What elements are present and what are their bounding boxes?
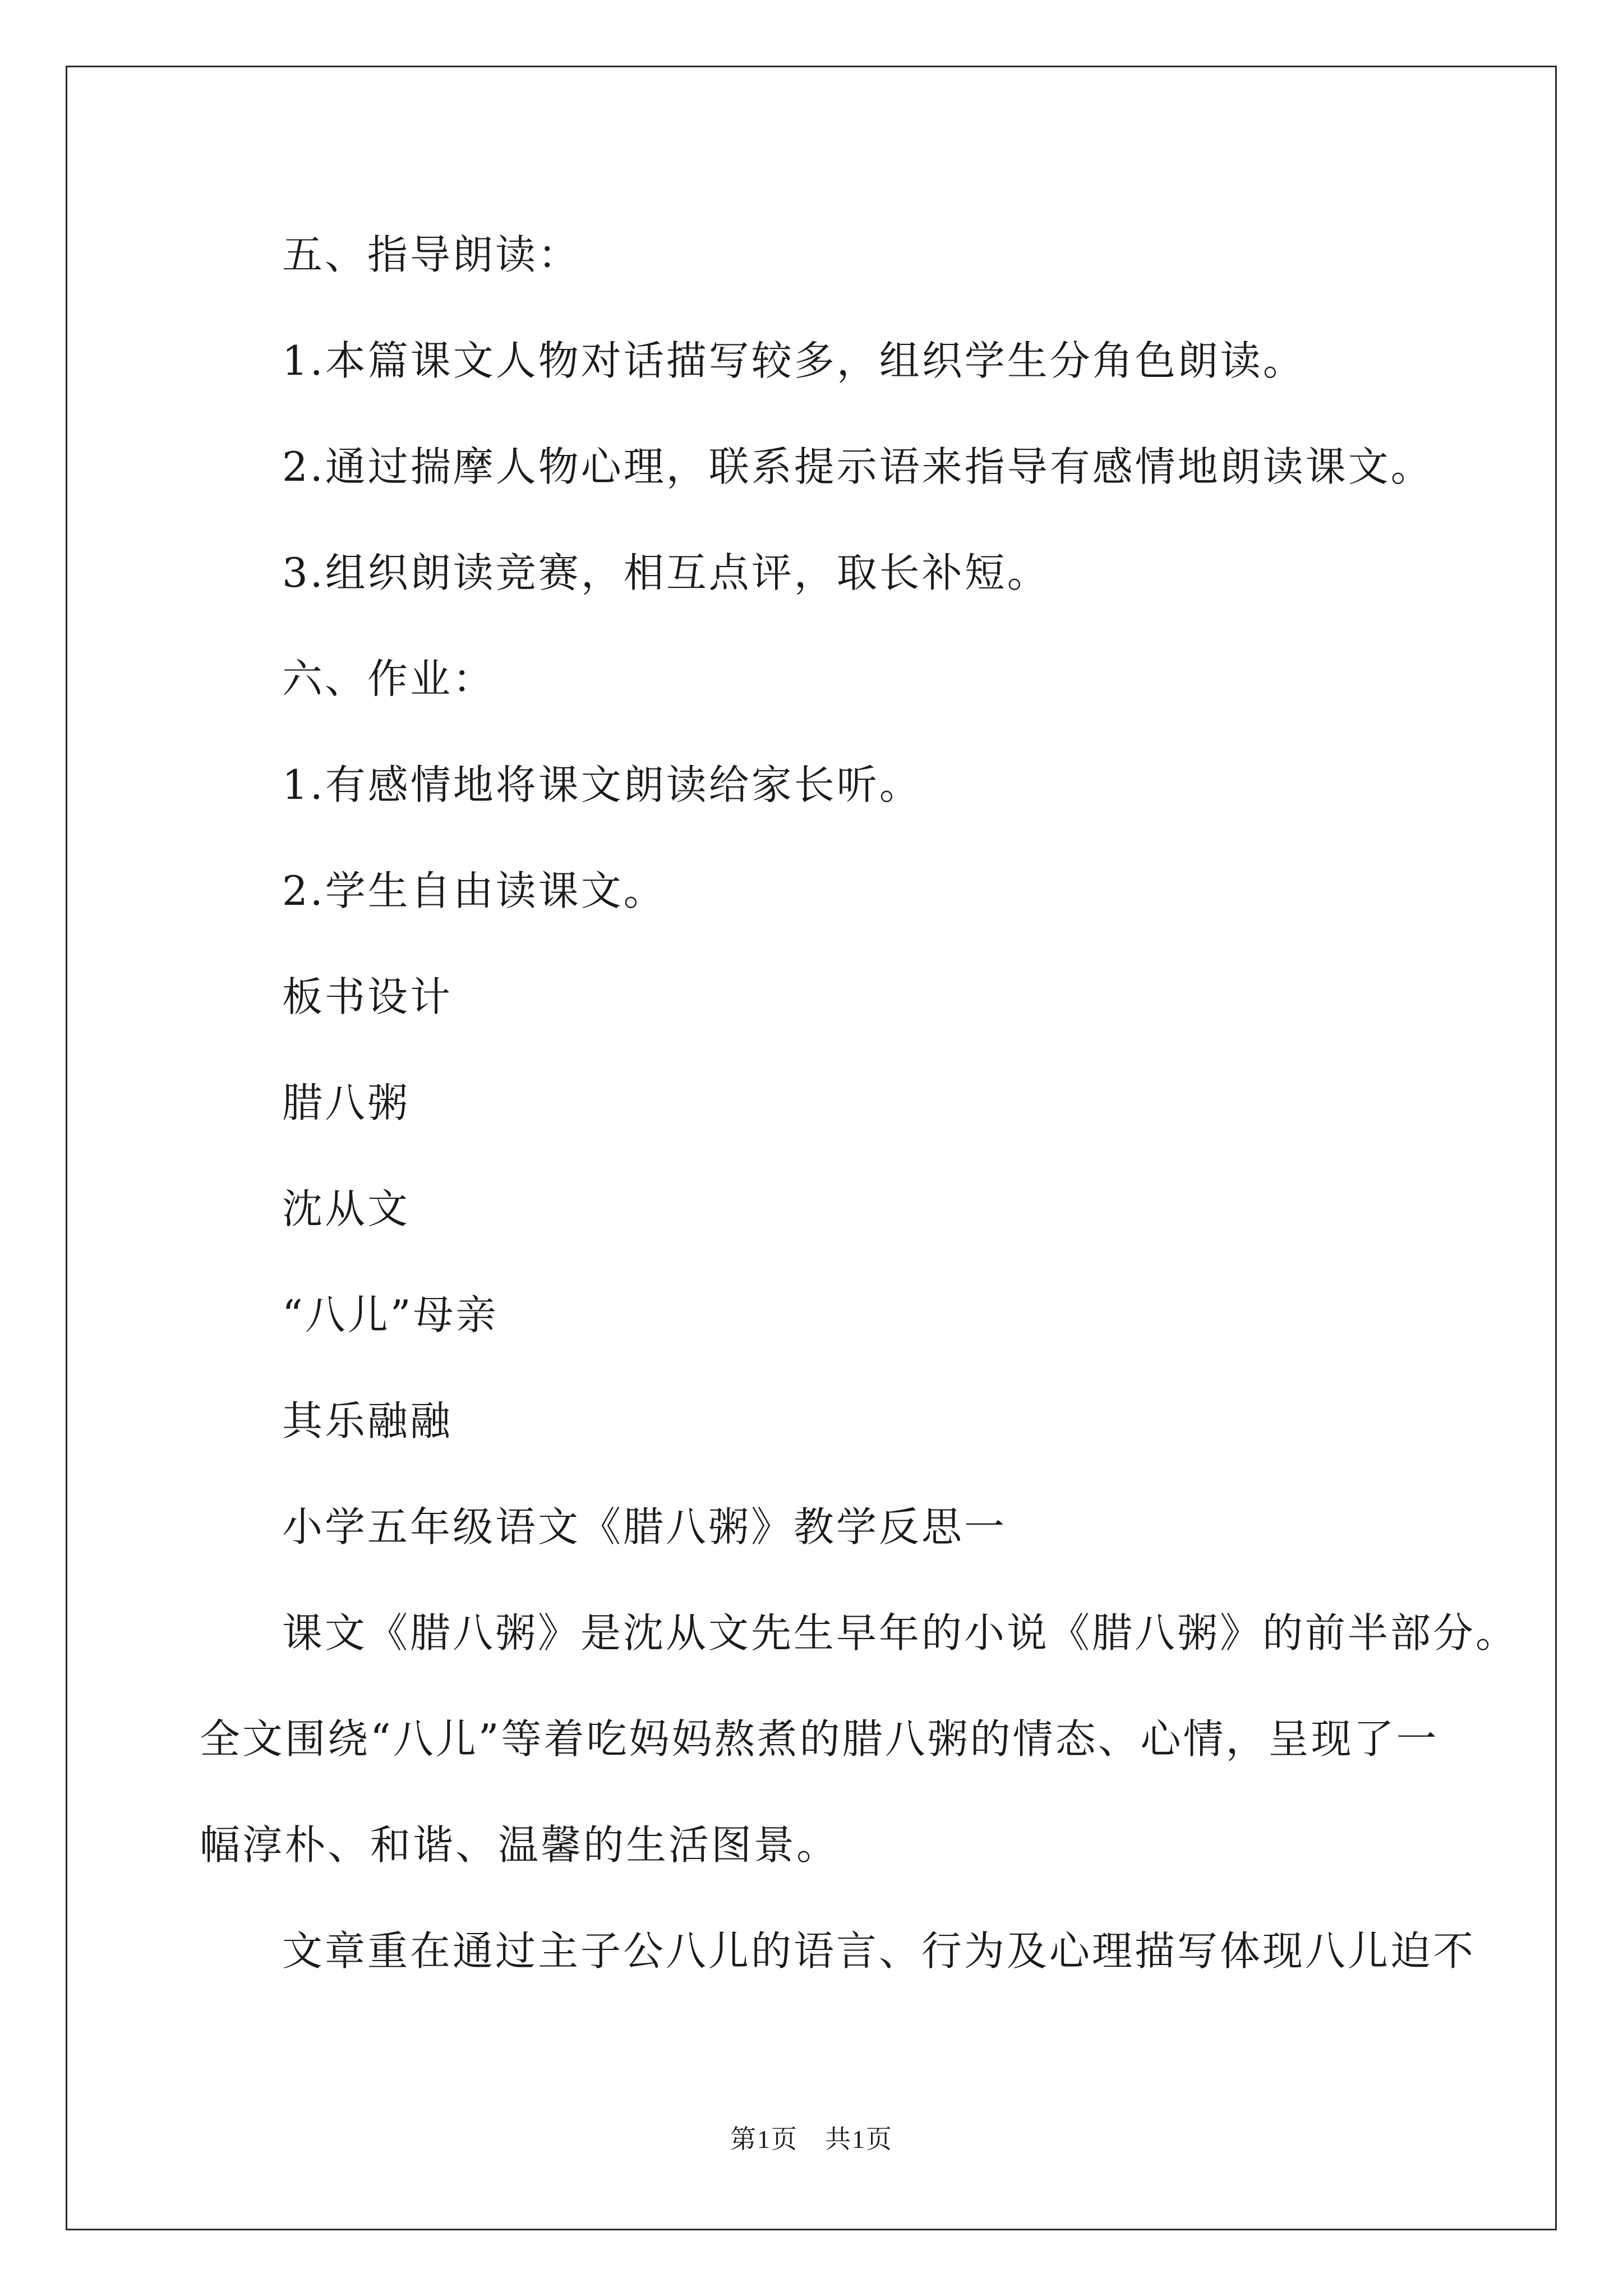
heading-blackboard-design: 板书设计	[282, 973, 453, 1020]
heading-homework: 六、作业：	[282, 655, 496, 702]
paragraph-line: 1.本篇课文人物对话描写较多，组织学生分角色朗读。	[282, 337, 1306, 384]
paragraph-line: 幅淳朴、和谐、温馨的生活图景。	[200, 1821, 840, 1869]
heading-reading-guidance: 五、指导朗读：	[282, 231, 581, 278]
paragraph-line: 全文围绕“八儿”等着吃妈妈熬煮的腊八粥的情态、心情，呈现了一	[200, 1715, 1439, 1763]
page-number-footer: 第1页 共1页	[730, 2125, 893, 2154]
paragraph-line: 课文《腊八粥》是沈从文先生早年的小说《腊八粥》的前半部分。	[282, 1609, 1519, 1657]
paragraph-line: “八儿”母亲	[282, 1291, 499, 1338]
paragraph-line: 2.学生自由读课文。	[282, 867, 666, 914]
paragraph-line: 1.有感情地将课文朗读给家长听。	[282, 761, 922, 808]
paragraph-line: 其乐融融	[282, 1397, 453, 1444]
paragraph-line: 沈从文	[282, 1185, 411, 1232]
heading-reflection: 小学五年级语文《腊八粥》教学反思一	[282, 1503, 1007, 1550]
paragraph-line: 文章重在通过主子公八儿的语言、行为及心理描写体现八儿迫不	[282, 1927, 1476, 1975]
page-border	[66, 66, 1557, 2230]
paragraph-line: 2.通过揣摩人物心理，联系提示语来指导有感情地朗读课文。	[282, 443, 1433, 490]
paragraph-line: 腊八粥	[282, 1079, 411, 1126]
paragraph-line: 3.组织朗读竞赛，相互点评，取长补短。	[282, 549, 1050, 596]
